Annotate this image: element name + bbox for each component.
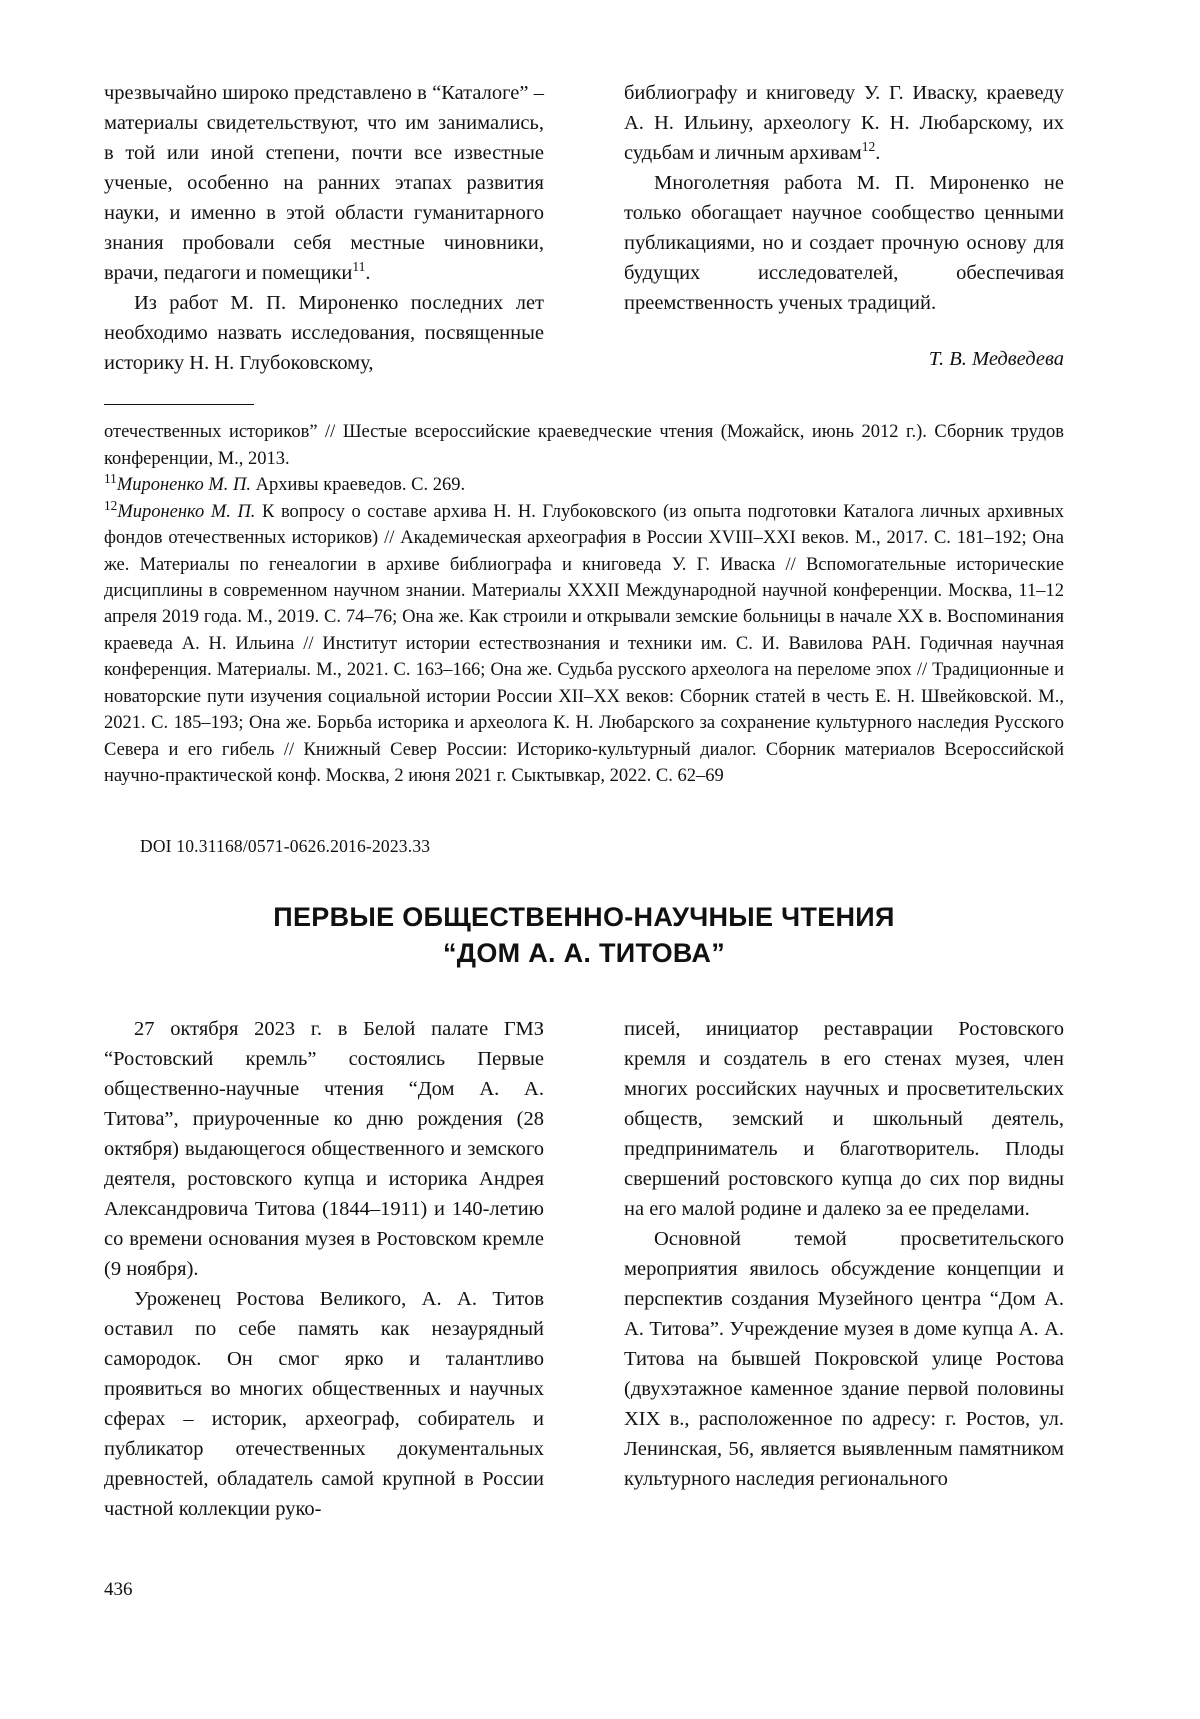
article-signature: Т. В. Медведева	[928, 348, 1064, 371]
paragraph-text: библиографу и книговеду У. Г. Иваску, краеведу А. Н. Ильину, археологу К. Н. Любарскому, их судьбам и личным архивам	[624, 82, 1064, 165]
footnote-number: 11	[104, 471, 117, 487]
paragraph: Многолетняя работа М. П. Мироненко не только обогащает научное сообщество ценными публикациями, но и создает прочную основу для будущих исследователей, обеспечивая преемственность ученых традиций.	[624, 172, 1064, 315]
article-title	[104, 899, 1064, 972]
paragraph: Основной темой просветительского мероприятия явилось обсуждение концепции и перспектив создания Музейного центра “Дом А. А. Титова”. Учреждение музея в доме купца А. А. Титова на бывшей Покровской улице Ростова (двухэтажное каменное здание первой половины XIX в., расположенное по адресу: г. Ростов, ул. Ленинская, 56, является выявленным памятником культурного наследия регионального	[624, 1227, 1064, 1490]
footnote-number: 12	[104, 497, 118, 513]
footnote-item-11	[104, 472, 1064, 498]
article-title-line2: “ДОМ А. А. ТИТОВА”	[442, 938, 725, 969]
top-article-left-column	[104, 78, 544, 378]
paragraph: писей, инициатор реставрации Ростовского кремля и создатель в его стенах музея, член многих российских научных и просветительских обществ, земский и школьный деятель, предприниматель и благотворитель. Плоды свершений ростовского купца до сих пор видны на его малой родине и далеко за ее пределами.	[624, 1017, 1064, 1220]
paragraph: библиографу и книговеду У. Г. Иваску, краеведу А. Н. Ильину, археологу К. Н. Любарскому, их судьбам и личным архивам$^{12}$.	[624, 82, 1064, 165]
page-content	[104, 78, 1064, 1524]
footnote-text: К вопросу о составе архива Н. Н. Глубоковского (из опыта подготовки Каталога личных архивных фондов отечественных историков) // Академическая археография в России XVIII–XXI веков. М., 2017. С. 181–192; Она же. Материалы по генеалогии в архиве библиографа и книговеда У. Г. Иваска // Вспомогательные исторические дисциплины в современном научном знании. Материалы XXXII Международной научной конференции. Москва, 11–12 апреля 2019 года. М., 2019. С. 74–76; Она же. Как строили и открывали земские больницы в начале XX в. Воспоминания краеведа А. Н. Ильина // Институт истории естествознания и техники им. С. И. Вавилова РАН. Годичная научная конференция. Материалы. М., 2021. С. 163–166; Она же. Судьба русского археолога на переломе эпох // Традиционные и новаторские пути изучения социальной истории России XII–XX веков: Сборник статей в честь Е. Н. Швейковской. М., 2021. С. 185–193; Она же. Борьба историка и археолога К. Н. Любарского за сохранение культурного наследия Русского Севера и его гибель // Книжный Север России: Историко-культурный диалог. Сборник материалов Всероссийской научно-практической конф. Москва, 2 июня 2021 г. Сыктывкар, 2022. С. 62–69	[104, 501, 1065, 787]
footnote-text: Архивы краеведов. С. 269.	[251, 475, 466, 496]
paragraph: чрезвычайно широко представлено в “Каталоге” – материалы свидетельствуют, что им занимались, в той или иной степени, почти все известные ученые, особенно на ранних этапах развития науки, и именно в этой области гуманитарного знания пробовали себя местные чиновники, врачи, педагоги и помещики$^{11}$.	[104, 82, 544, 285]
footnote-continuation	[104, 419, 1064, 472]
paragraph: Уроженец Ростова Великого, А. А. Титов оставил по себе память как незаурядный самородок. Он смог ярко и талантливо проявиться во многих общественных и научных сферах – историк, археограф, собиратель и публикатор отечественных документальных древностей, обладатель самой крупной в России частной коллекции руко-	[104, 1287, 544, 1521]
new-article-columns	[104, 1014, 1064, 1525]
footnote-marker-11: 11	[352, 259, 366, 275]
page-number: 436	[104, 1579, 133, 1600]
footnote-text: отечественных историков” // Шестые всероссийские краеведческие чтения (Можайск, июнь 2012 г.). Сборник трудов конференции, М., 2013.	[104, 422, 1064, 469]
footnotes-block	[104, 419, 1064, 789]
paragraph-text: чрезвычайно широко представлено в “Каталоге” – материалы свидетельствуют, что им занимались, в той или иной степени, почти все известные ученые, особенно на ранних этапах развития науки, и именно в этой области гуманитарного знания пробовали себя местные чиновники, врачи, педагоги и помещики	[104, 82, 544, 285]
paragraph: Из работ М. П. Мироненко последних лет необходимо назвать исследования, посвященные историку Н. Н. Глубоковскому,	[104, 292, 544, 375]
top-article-right-column	[624, 78, 1064, 378]
article-title-line1: ПЕРВЫЕ ОБЩЕСТВЕННО-НАУЧНЫЕ ЧТЕНИЯ	[273, 901, 895, 932]
doi-line: DOI 10.31168/0571-0626.2016-2023.33	[140, 835, 431, 856]
new-article-left-column	[104, 1014, 544, 1525]
footnote-author: Мироненко М. П.	[117, 501, 256, 522]
new-article-right-column	[624, 1014, 1064, 1525]
top-article-columns	[104, 78, 1064, 378]
footnote-marker-12: 12	[861, 139, 876, 155]
paragraph: 27 октября 2023 г. в Белой палате ГМЗ “Ростовский кремль” состоялись Первые общественно-научные чтения “Дом А. А. Титова”, приуроченные ко дню рождения (28 октября) выдающегося общественного и земского деятеля, ростовского купца и историка Андрея Александровича Титова (1844–1911) и 140-летию со времени основания музея в Ростовском кремле (9 ноября).	[104, 1017, 544, 1280]
footnote-item-12	[104, 499, 1064, 790]
footnote-author: Мироненко М. П.	[116, 475, 252, 496]
footnote-separator	[104, 404, 254, 405]
